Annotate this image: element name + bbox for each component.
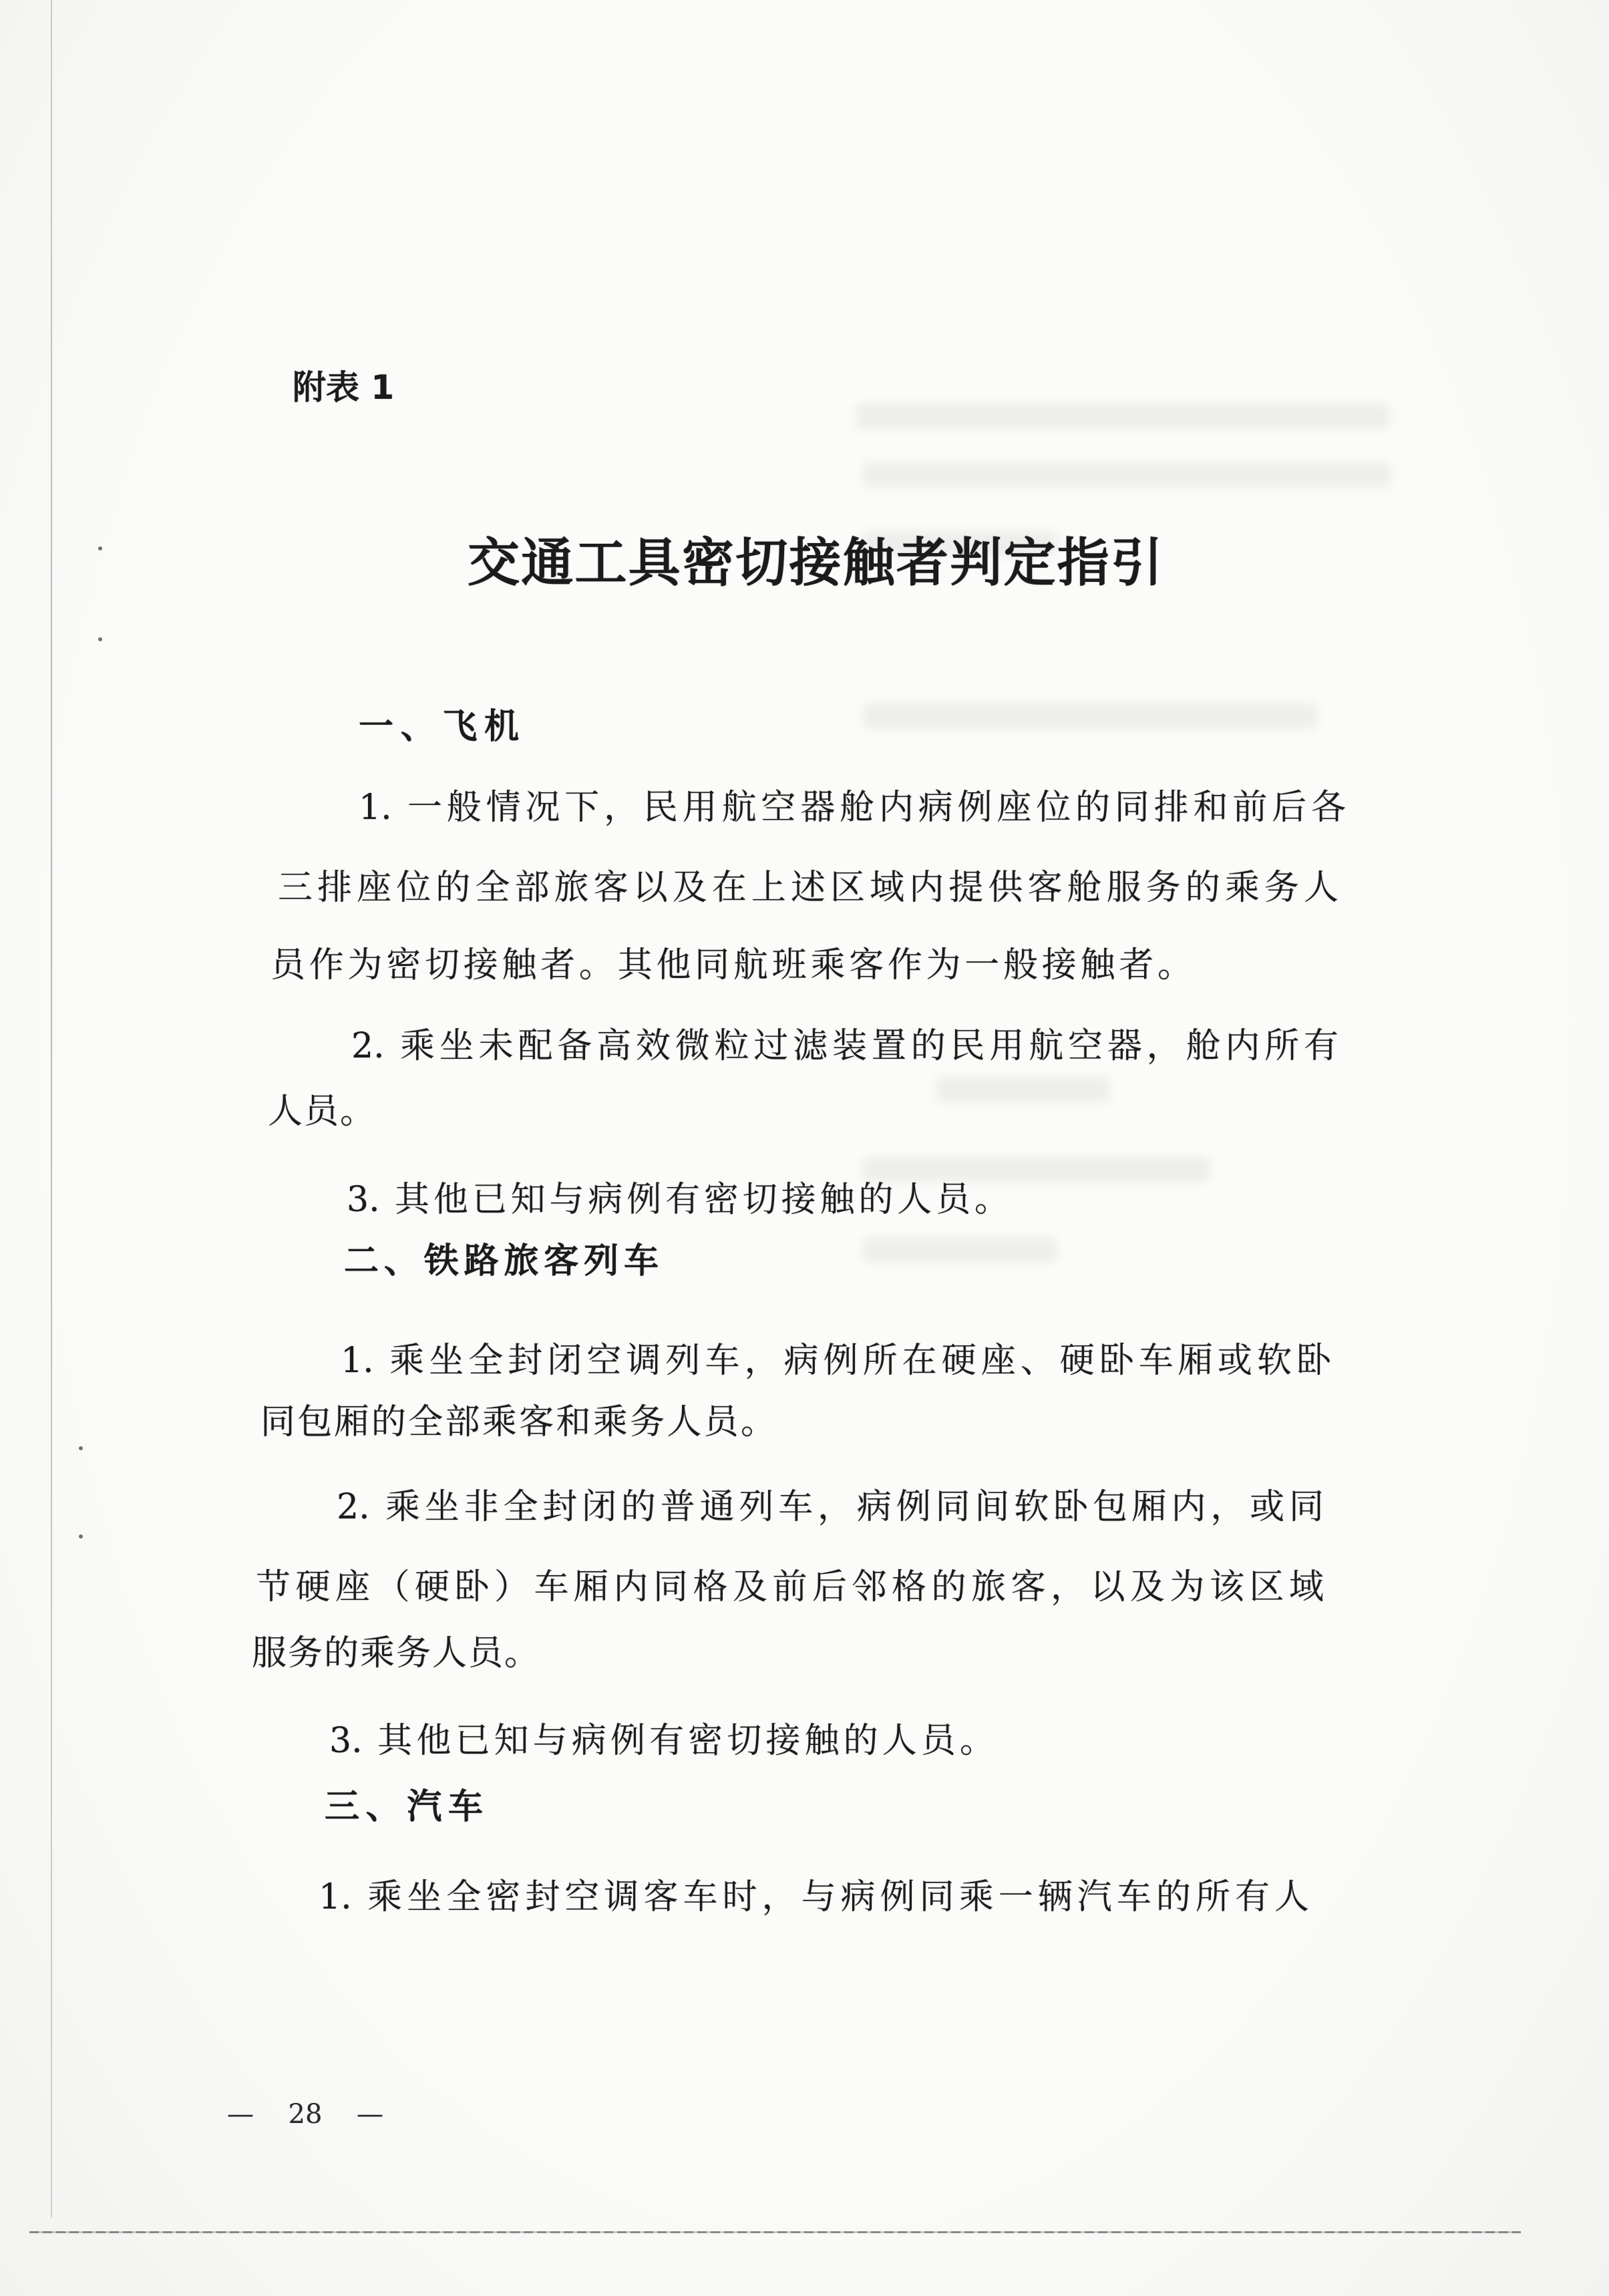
bottom-edge-scan-line [29, 2231, 1521, 2233]
bleed-through-shadow [863, 1237, 1057, 1263]
paragraph-line: 员作为密切接触者。其他同航班乘客作为一般接触者。 [271, 945, 1192, 985]
scan-speck [98, 546, 102, 550]
section-heading: 一、飞机 [359, 707, 519, 747]
paragraph-line: 1. 乘坐全密封空调客车时，与病例同乘一辆汽车的所有人 [319, 1877, 1309, 1917]
section-heading: 三、汽车 [325, 1787, 483, 1827]
paragraph-line: 服务的乘务人员。 [252, 1633, 541, 1673]
attachment-label: 附表 1 [293, 368, 395, 407]
paragraph-line: 同包厢的全部乘客和乘务人员。 [260, 1402, 775, 1442]
page-title: 交通工具密切接触者判定指引 [468, 532, 1163, 593]
paragraph-line: 2. 乘坐非全封闭的普通列车，病例同间软卧包厢内，或同 [337, 1487, 1324, 1527]
bleed-through-shadow [856, 403, 1390, 429]
scan-speck [79, 1446, 83, 1450]
scan-speck [98, 637, 102, 641]
scan-speck [79, 1534, 83, 1538]
bleed-through-shadow [863, 703, 1317, 729]
bleed-through-shadow [936, 1077, 1110, 1102]
paragraph-line: 1. 一般情况下，民用航空器舱内病例座位的同排和前后各 [359, 788, 1346, 828]
paragraph-line: 节硬座（硬卧）车厢内同格及前后邻格的旅客，以及为该区域 [256, 1567, 1324, 1607]
section-heading: 二、铁路旅客列车 [344, 1241, 659, 1281]
paragraph-line: 3. 其他已知与病例有密切接触的人员。 [347, 1180, 1009, 1220]
paragraph-line: 人员。 [268, 1092, 377, 1132]
left-margin-scan-line [51, 0, 52, 2218]
paragraph-line: 2. 乘坐未配备高效微粒过滤装置的民用航空器，舱内所有 [351, 1026, 1338, 1066]
paragraph-line: 三排座位的全部旅客以及在上述区域内提供客舱服务的乘务人 [278, 868, 1338, 908]
paragraph-line: 1. 乘坐全封闭空调列车，病例所在硬座、硬卧车厢或软卧 [341, 1341, 1331, 1381]
paragraph-line: 3. 其他已知与病例有密切接触的人员。 [329, 1721, 995, 1761]
bleed-through-shadow [863, 462, 1391, 488]
page-number: — 28 — [227, 2099, 383, 2130]
